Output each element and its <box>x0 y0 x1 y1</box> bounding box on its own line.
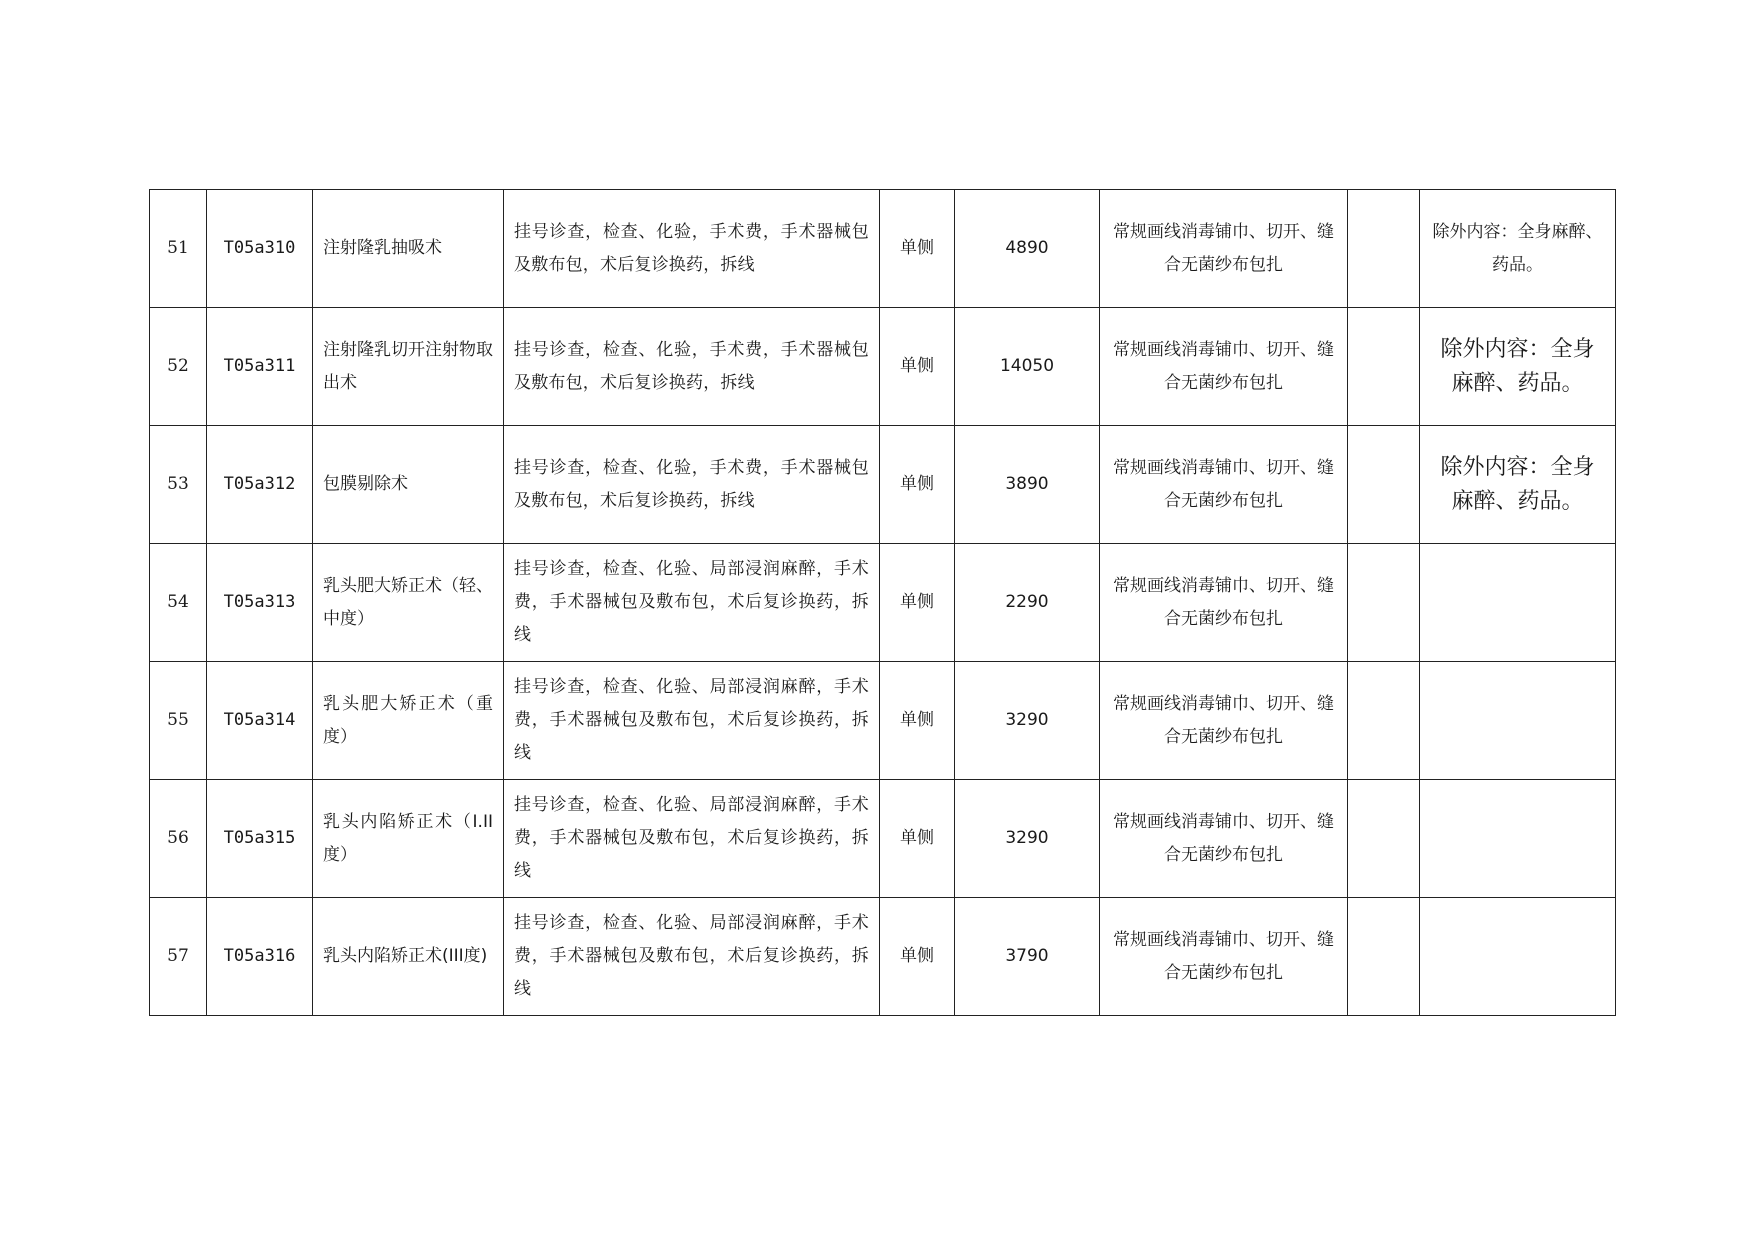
exclusion-note: 除外内容：全身麻醉、药品。 <box>1420 190 1616 308</box>
row-number: 52 <box>150 308 207 426</box>
price: 3890 <box>955 426 1100 544</box>
exclusion-note <box>1420 544 1616 662</box>
row-number: 57 <box>150 898 207 1016</box>
pricing-unit: 单侧 <box>880 308 955 426</box>
service-content: 挂号诊查，检查、化验、局部浸润麻醉，手术费，手术器械包及敷布包，术后复诊换药，拆线 <box>504 544 880 662</box>
table-row <box>150 308 1616 426</box>
item-name: 乳头肥大矫正术（重度） <box>313 662 504 780</box>
table-row <box>150 544 1616 662</box>
basic-procedure: 常规画线消毒铺巾、切开、缝合无菌纱布包扎 <box>1100 544 1348 662</box>
item-code: T05a310 <box>207 190 313 308</box>
exclusion-note <box>1420 780 1616 898</box>
item-name: 乳头内陷矫正术（I.II度） <box>313 780 504 898</box>
item-name: 包膜剔除术 <box>313 426 504 544</box>
note-cell <box>1348 780 1420 898</box>
service-content: 挂号诊查，检查、化验，手术费，手术器械包及敷布包，术后复诊换药，拆线 <box>504 308 880 426</box>
row-number: 53 <box>150 426 207 544</box>
service-content: 挂号诊查，检查、化验，手术费，手术器械包及敷布包，术后复诊换药，拆线 <box>504 190 880 308</box>
note-cell <box>1348 190 1420 308</box>
service-content: 挂号诊查，检查、化验、局部浸润麻醉，手术费，手术器械包及敷布包，术后复诊换药，拆线 <box>504 780 880 898</box>
pricing-unit: 单侧 <box>880 898 955 1016</box>
exclusion-note: 除外内容：全身麻醉、药品。 <box>1420 426 1616 544</box>
exclusion-note <box>1420 662 1616 780</box>
pricing-unit: 单侧 <box>880 426 955 544</box>
basic-procedure: 常规画线消毒铺巾、切开、缝合无菌纱布包扎 <box>1100 898 1348 1016</box>
item-name: 乳头肥大矫正术（轻、中度） <box>313 544 504 662</box>
basic-procedure: 常规画线消毒铺巾、切开、缝合无菌纱布包扎 <box>1100 662 1348 780</box>
basic-procedure: 常规画线消毒铺巾、切开、缝合无菌纱布包扎 <box>1100 308 1348 426</box>
basic-procedure: 常规画线消毒铺巾、切开、缝合无菌纱布包扎 <box>1100 426 1348 544</box>
row-number: 54 <box>150 544 207 662</box>
row-number: 51 <box>150 190 207 308</box>
note-cell <box>1348 308 1420 426</box>
item-name: 乳头内陷矫正术(III度) <box>313 898 504 1016</box>
pricing-unit: 单侧 <box>880 662 955 780</box>
service-content: 挂号诊查，检查、化验、局部浸润麻醉，手术费，手术器械包及敷布包，术后复诊换药，拆线 <box>504 898 880 1016</box>
table-row <box>150 662 1616 780</box>
note-cell <box>1348 426 1420 544</box>
price: 3290 <box>955 662 1100 780</box>
table-row <box>150 780 1616 898</box>
item-code: T05a313 <box>207 544 313 662</box>
table-body <box>150 190 1616 1016</box>
item-name: 注射隆乳抽吸术 <box>313 190 504 308</box>
note-cell <box>1348 898 1420 1016</box>
service-content: 挂号诊查，检查、化验、局部浸润麻醉，手术费，手术器械包及敷布包，术后复诊换药，拆线 <box>504 662 880 780</box>
table-row <box>150 426 1616 544</box>
service-content: 挂号诊查，检查、化验，手术费，手术器械包及敷布包，术后复诊换药，拆线 <box>504 426 880 544</box>
item-name: 注射隆乳切开注射物取出术 <box>313 308 504 426</box>
note-cell <box>1348 544 1420 662</box>
item-code: T05a314 <box>207 662 313 780</box>
table-row <box>150 898 1616 1016</box>
item-code: T05a315 <box>207 780 313 898</box>
item-code: T05a312 <box>207 426 313 544</box>
basic-procedure: 常规画线消毒铺巾、切开、缝合无菌纱布包扎 <box>1100 190 1348 308</box>
item-code: T05a316 <box>207 898 313 1016</box>
price: 3290 <box>955 780 1100 898</box>
row-number: 55 <box>150 662 207 780</box>
pricing-unit: 单侧 <box>880 544 955 662</box>
pricing-unit: 单侧 <box>880 780 955 898</box>
table-row <box>150 190 1616 308</box>
fee-table <box>149 189 1616 1016</box>
row-number: 56 <box>150 780 207 898</box>
price: 14050 <box>955 308 1100 426</box>
price: 3790 <box>955 898 1100 1016</box>
note-cell <box>1348 662 1420 780</box>
exclusion-note: 除外内容：全身麻醉、药品。 <box>1420 308 1616 426</box>
exclusion-note <box>1420 898 1616 1016</box>
price: 2290 <box>955 544 1100 662</box>
pricing-unit: 单侧 <box>880 190 955 308</box>
basic-procedure: 常规画线消毒铺巾、切开、缝合无菌纱布包扎 <box>1100 780 1348 898</box>
price: 4890 <box>955 190 1100 308</box>
item-code: T05a311 <box>207 308 313 426</box>
